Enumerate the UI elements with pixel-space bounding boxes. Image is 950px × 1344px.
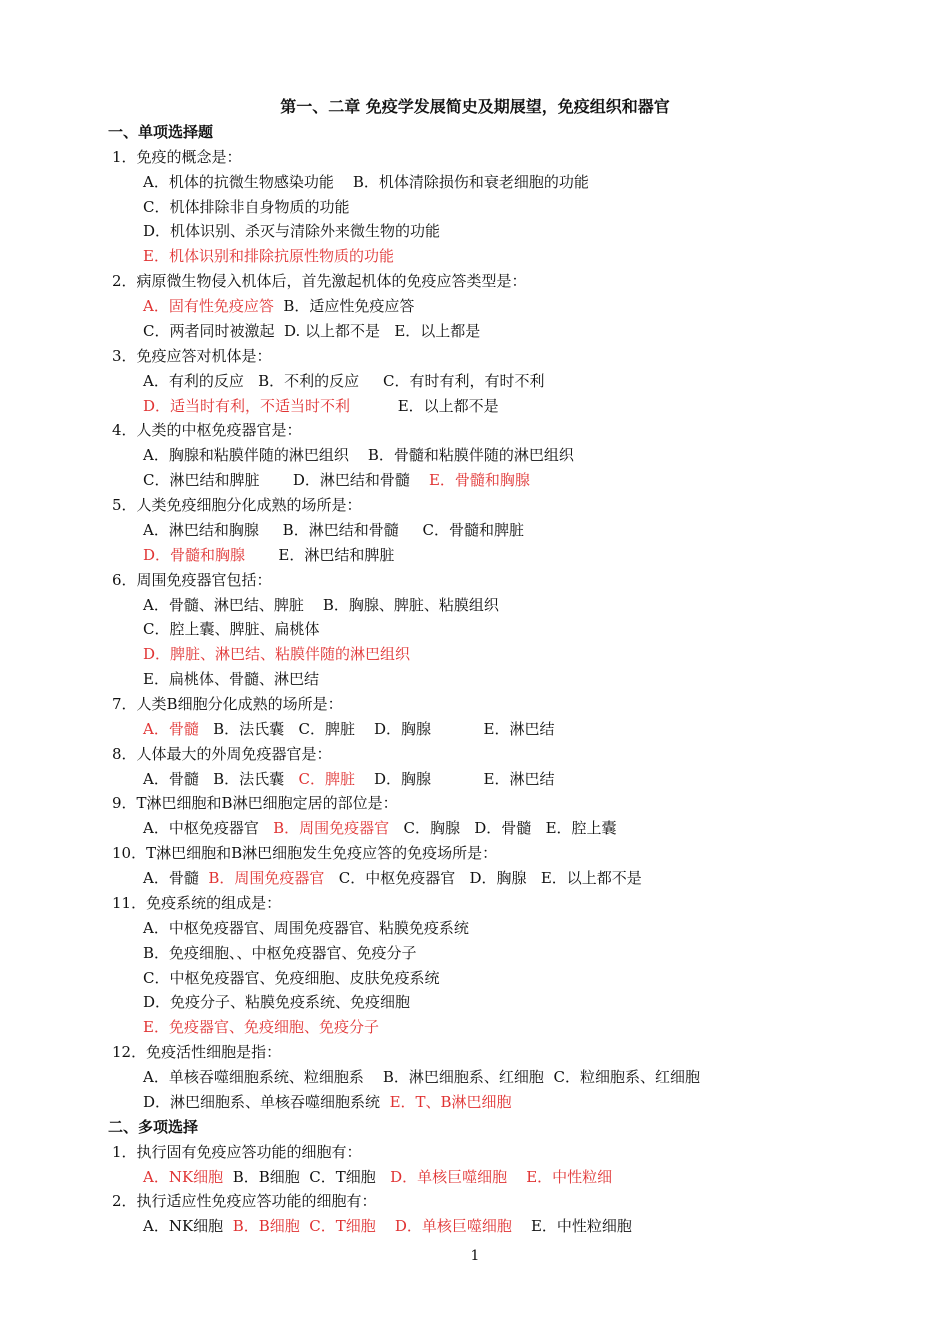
text-segment: 8．人体最大的外周免疫器官是： [112, 744, 332, 763]
option-line [143, 1165, 612, 1190]
text-segment: A．骨髓、淋巴结、脾脏 B．胸腺、脾脏、粘膜组织 [143, 595, 499, 614]
text-segment: D．淋巴细胞系、单核吞噬细胞系统 [143, 1092, 390, 1111]
text-segment: 9．T淋巴细胞和B淋巴细胞定居的部位是： [112, 794, 398, 813]
answer-text: E．免疫器官、免疫细胞、免疫分子 [143, 1018, 379, 1037]
text-segment: A．有利的反应 B．不利的反应 C．有时有利，有时不利 [143, 371, 545, 390]
option-line [143, 369, 544, 394]
text-segment: D．胸腺 E．淋巴结 [354, 769, 555, 788]
text-segment: A．中枢免疫器官 [143, 819, 274, 838]
option-line [143, 617, 319, 642]
text-segment: 11．免疫系统的组成是： [112, 893, 282, 912]
answer-text: D．单核巨噬细胞 [394, 1217, 512, 1236]
option-line [143, 319, 480, 344]
question-stem [112, 841, 497, 866]
text-segment: 12．免疫活性细胞是指： [112, 1043, 282, 1062]
section-heading [108, 1115, 198, 1140]
page-title: 第一、二章 免疫学发展简史及期展望，免疫组织和器官 [280, 97, 670, 116]
text-segment: C．淋巴结和脾脏 D．淋巴结和骨髓 [143, 471, 429, 490]
text-segment: 7．人类B细胞分化成熟的场所是： [112, 695, 343, 713]
text-segment: A．NK细胞 [143, 1217, 233, 1236]
text-segment [376, 1217, 395, 1235]
answer-text: E．机体识别和排除抗原性物质的功能 [143, 247, 394, 266]
option-line [143, 1015, 379, 1040]
text-segment: 10．T淋巴细胞和B淋巴细胞发生免疫应答的免疫场所是： [112, 844, 498, 863]
section-heading [108, 120, 213, 145]
answer-text: B．B细胞 C．T细胞 [232, 1217, 376, 1236]
question-stem [112, 568, 272, 593]
answer-text: E．中性粒细 [526, 1167, 613, 1186]
text-segment: 5．人类免疫细胞分化成熟的场所是： [112, 496, 362, 515]
option-line [143, 717, 554, 742]
question-stem [112, 692, 343, 717]
text-segment: C．中枢免疫器官、免疫细胞、皮肤免疫系统 [143, 968, 440, 987]
text-segment: E．淋巴结和脾脏 [245, 545, 395, 564]
option-line [143, 294, 414, 319]
option-line [143, 219, 440, 244]
answer-text: B．周围免疫器官 [273, 819, 390, 838]
text-segment: 1．免疫的概念是： [112, 147, 242, 166]
question-stem [112, 791, 398, 816]
option-line [143, 170, 589, 195]
text-segment: 3．免疫应答对机体是： [112, 346, 272, 365]
text-segment: 2．病原微生物侵入机体后，首先激起机体的免疫应答类型是： [112, 272, 527, 291]
option-line [143, 866, 642, 891]
text-segment: 6．周围免疫器官包括： [112, 570, 272, 589]
text-segment: A．中枢免疫器官、周围免疫器官、粘膜免疫系统 [143, 918, 469, 937]
option-line [143, 244, 394, 269]
option-line [143, 816, 617, 841]
answer-text: D．适当时有利，不适当时不利 [143, 396, 351, 415]
answer-text: D．单核巨噬细胞 [390, 1167, 508, 1186]
text-segment: C．胸腺 D．骨髓 E．腔上囊 [389, 819, 617, 838]
option-line [143, 394, 499, 419]
text-segment: 1．执行固有免疫应答功能的细胞有： [112, 1142, 362, 1161]
question-stem [112, 344, 272, 369]
text-segment: D．免疫分子、粘膜免疫系统、免疫细胞 [143, 993, 411, 1012]
text-segment: B．B细胞 C．T细胞 [223, 1167, 391, 1186]
text-segment: B．法氏囊 C．脾脏 D．胸腺 E．淋巴结 [198, 719, 555, 738]
text-segment: C．中枢免疫器官 D．胸腺 E．以上都不是 [324, 869, 642, 888]
option-line [143, 767, 554, 792]
question-stem [112, 493, 362, 518]
text-segment: C．机体排除非自身物质的功能 [143, 197, 350, 216]
option-line [143, 543, 394, 568]
answer-text: D．脾脏、淋巴结、粘膜伴随的淋巴组织 [143, 645, 411, 664]
option-line [143, 990, 410, 1015]
answer-text: A．骨髓 [143, 719, 199, 738]
answer-text: A．固有性免疫应答 [143, 297, 274, 316]
answer-text: C．脾脏 [298, 769, 355, 788]
question-stem [112, 891, 281, 916]
text-segment: C．两者同时被激起 D. 以上都不是 E．以上都是 [143, 321, 481, 340]
text-segment: B．免疫细胞、、中枢免疫器官、免疫分子 [143, 943, 417, 962]
text-segment: A．单核吞噬细胞系统、粒细胞系 B．淋巴细胞系、红细胞 C．粒细胞系、红细胞 [143, 1068, 700, 1087]
option-line [143, 667, 319, 692]
answer-text: E．骨髓和胸腺 [428, 471, 530, 490]
text-segment: D．机体识别、杀灭与清除外来微生物的功能 [143, 222, 441, 241]
text-segment: 一、单项选择题 [108, 123, 214, 141]
text-segment: 4．人类的中枢免疫器官是： [112, 421, 302, 440]
question-stem [112, 742, 332, 767]
question-stem [112, 418, 302, 443]
question-stem [112, 1140, 362, 1165]
question-stem [112, 269, 527, 294]
option-line [143, 468, 530, 493]
question-stem [112, 1189, 377, 1214]
option-line [143, 642, 410, 667]
option-line [143, 593, 499, 618]
text-segment: 二、多项选择 [108, 1117, 199, 1136]
text-segment: B．适应性免疫应答 [273, 297, 415, 316]
text-segment: E．中性粒细胞 [511, 1217, 632, 1236]
text-segment: A．胸腺和粘膜伴随的淋巴组织 B．骨髓和粘膜伴随的淋巴组织 [143, 446, 574, 465]
option-line [143, 1065, 700, 1090]
text-segment: E．扁桃体、骨髓、淋巴结 [143, 670, 319, 689]
text-segment: C．腔上囊、脾脏、扁桃体 [143, 620, 320, 639]
page-number: 1 [470, 1248, 480, 1264]
option-line [143, 916, 469, 941]
option-line [143, 518, 524, 543]
option-line [143, 443, 574, 468]
option-line [143, 1214, 632, 1239]
question-stem [112, 1040, 281, 1065]
text-segment: A．骨髓 B．法氏囊 [143, 769, 299, 788]
text-segment: 2．执行适应性免疫应答功能的细胞有： [112, 1192, 377, 1211]
option-line [143, 966, 439, 991]
answer-text: E．T、B淋巴细胞 [389, 1092, 512, 1111]
text-segment: A．淋巴结和胸腺 B．淋巴结和骨髓 C．骨髓和脾脏 [143, 520, 525, 539]
text-segment: A．机体的抗微生物感染功能 B．机体清除损伤和衰老细胞的功能 [143, 172, 589, 191]
answer-text: B．周围免疫器官 [208, 869, 325, 888]
option-line [143, 941, 417, 966]
question-stem [112, 145, 242, 170]
answer-text: A．NK细胞 [143, 1167, 224, 1186]
option-line [143, 1090, 512, 1115]
option-line [143, 195, 349, 220]
answer-text: D．骨髓和胸腺 [143, 545, 246, 564]
text-segment: E．以上都不是 [350, 396, 499, 415]
text-segment [507, 1168, 526, 1186]
text-segment: A．骨髓 [143, 869, 209, 888]
